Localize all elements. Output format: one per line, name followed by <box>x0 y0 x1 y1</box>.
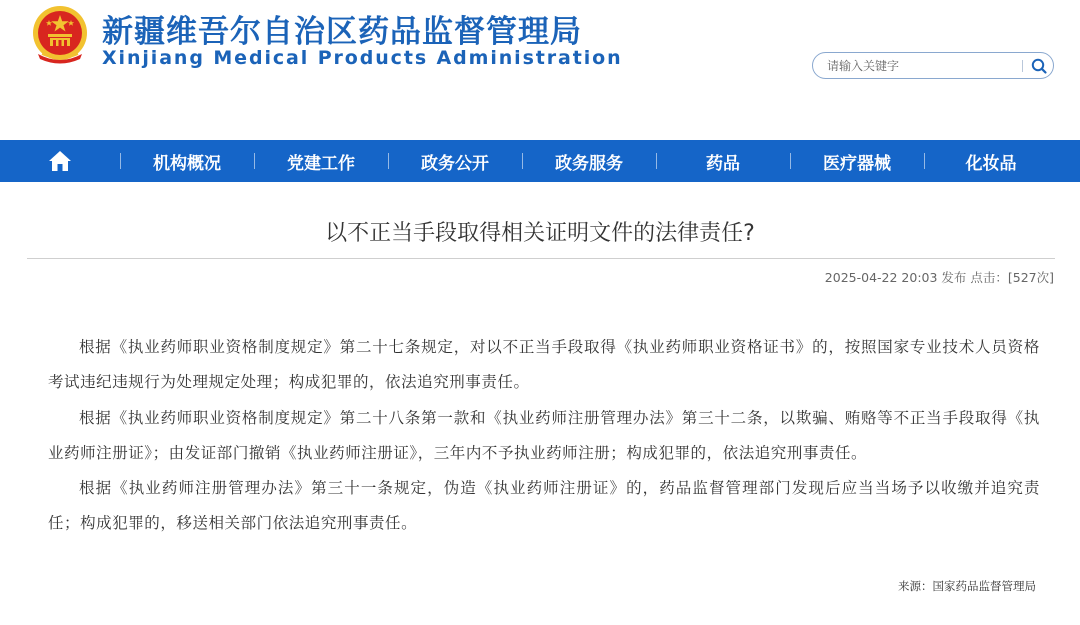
site-header <box>0 0 1080 140</box>
search-input[interactable] <box>827 56 1017 76</box>
article-source: 来源：国家药品监督管理局 <box>898 579 1036 593</box>
article-title: 以不正当手段取得相关证明文件的法律责任? <box>325 221 755 246</box>
nav-item-government-services[interactable]: 政务服务 <box>522 140 656 182</box>
search-box <box>812 52 1054 79</box>
article-paragraph: 根据《执业药师职业资格制度规定》第二十七条规定，对以不正当手段取得《执业药师职业资格证书》的，按照国家专业技术人员资格考试违纪违规行为处理规定处理；构成犯罪的，依法追究刑事责任。 <box>48 338 1040 392</box>
article-paragraph: 根据《执业药师注册管理办法》第三十一条规定，伪造《执业药师注册证》的，药品监督管理部门发现后应当当场予以收缴并追究责任；构成犯罪的，移送相关部门依法追究刑事责任。 <box>48 479 1040 533</box>
site-title: 新疆维吾尔自治区药品监督管理局 <box>102 14 582 50</box>
article-meta: 2025-04-22 20:03 发布 点击：[527次] <box>824 270 1054 285</box>
article-body <box>48 330 1040 542</box>
nav-item-party-building[interactable]: 党建工作 <box>254 140 388 182</box>
search-icon[interactable] <box>1029 56 1049 76</box>
nav-home[interactable] <box>0 140 120 182</box>
search-divider <box>1022 60 1023 72</box>
nav-item-cosmetics[interactable]: 化妆品 <box>924 140 1058 182</box>
nav-item-medical-devices[interactable]: 医疗器械 <box>790 140 924 182</box>
home-icon <box>48 150 72 172</box>
nav-item-organization[interactable]: 机构概况 <box>120 140 254 182</box>
main-nav <box>0 140 1080 182</box>
national-emblem-icon <box>30 4 90 66</box>
nav-item-government-affairs[interactable]: 政务公开 <box>388 140 522 182</box>
title-divider <box>27 258 1055 259</box>
nav-item-drugs[interactable]: 药品 <box>656 140 790 182</box>
site-subtitle: Xinjiang Medical Products Administration <box>102 47 623 69</box>
article-paragraph: 根据《执业药师职业资格制度规定》第二十八条第一款和《执业药师注册管理办法》第三十二条，以欺骗、贿赂等不正当手段取得《执业药师注册证》；由发证部门撤销《执业药师注册证》，三年内不予执业药师注册；构成犯罪的，依法追究刑事责任。 <box>48 408 1040 462</box>
